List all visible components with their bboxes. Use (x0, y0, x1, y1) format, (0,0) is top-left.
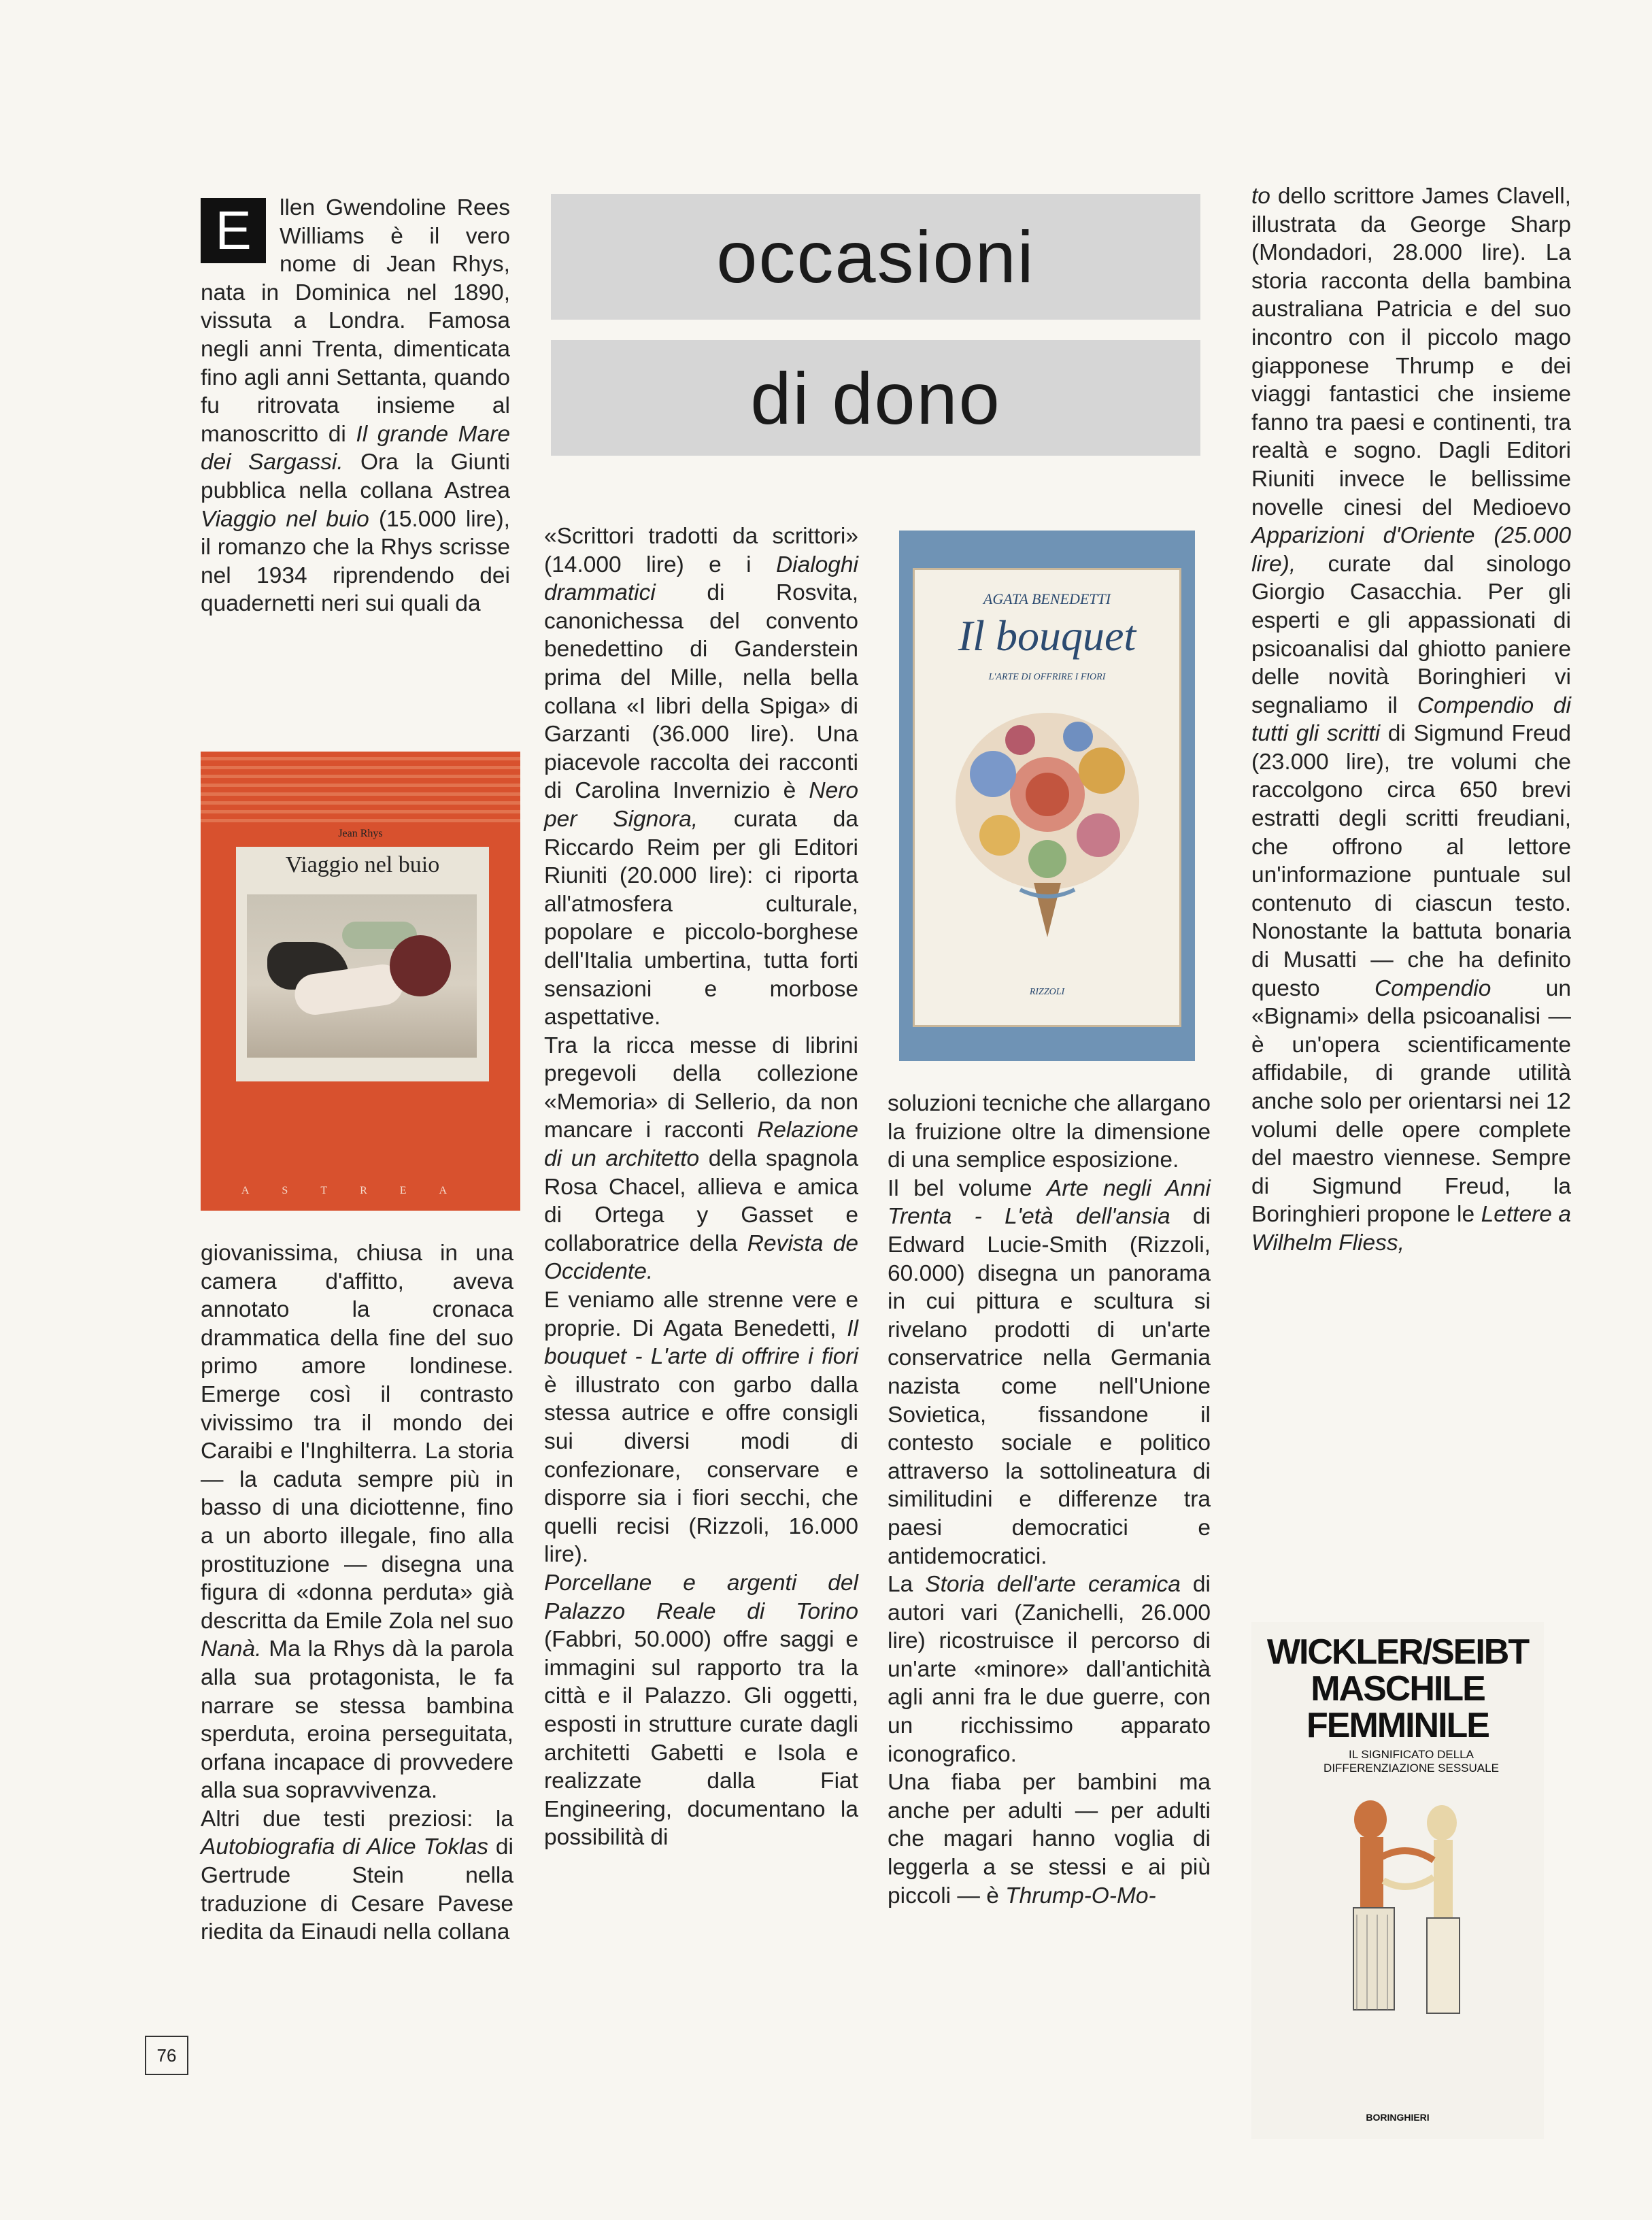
col2-i1: Dialoghi drammatici (544, 552, 858, 606)
col4-i3: Compendio (1375, 975, 1491, 1001)
col3-p2b: di Edward Lucie-Smith (Rizzoli, 60.000) disegna un panorama in cui pittura e scultura si rivelano prodotti di un'arte conservatrice nella Germania nazista come nell'Unione Sovietica, fissandone il contesto sociale e politico attraverso la sottolineatura di similitudini e differenze tra paesi democratici e antidemocratici. (888, 1204, 1211, 1569)
cover-stripes (201, 752, 520, 822)
col2-p2a: Tra la ricca messe di librini pregevoli della collezione «Memoria» di Sellerio, da non mancare i racconti (544, 1032, 858, 1143)
cover1-series: ASTREA (241, 1185, 480, 1196)
column-1-bottom (201, 1239, 513, 1947)
col4-c: di Sigmund Freud (23.000 lire), tre volumi che raccolgono circa 650 brevi estratti degli scritti freudiani, che offrono al lettore un'informazione puntuale sul contenuto di ciascun testo. Nonostante la battuta bonaria di Musatti — che ha definito questo (1251, 721, 1571, 1001)
col3-p4a: Una fiaba per bambini ma anche per adulti — per adulti che magari hanno voglia di leggerla a se stessi e ai più piccoli — è (888, 1770, 1211, 1908)
col1b-p2-italic: Autobiografia di Alice Toklas (201, 1834, 489, 1860)
book-cover-bouquet (899, 531, 1195, 1061)
col1-text-3: (15.000 lire), il romanzo che la Rhys scrisse nel 1934 riprendendo dei quadernetti neri sui quali da (201, 506, 510, 617)
bouquet-illustration (945, 699, 1149, 944)
col1-italic-1: Il grande Mare dei Sargassi. (201, 421, 510, 475)
title-box-1 (551, 194, 1200, 320)
col3-p4i: Thrump-O-Mo- (1005, 1883, 1156, 1908)
col3-p3i: Storia dell'arte ceramica (925, 1572, 1181, 1598)
col1b-p2: Altri due testi preziosi: la (201, 1806, 513, 1832)
cover3-title-1: MASCHILE (1311, 1669, 1485, 1709)
column-4 (1251, 182, 1571, 1258)
col2-p3i: Il bouquet - L'arte di offrire i fiori (544, 1315, 858, 1370)
col1-text: llen Gwendoline Rees Williams è il vero nome di Jean Rhys, nata in Dominica nel 1890, vissuta a Londra. Famosa negli anni Trenta, dimenticata fino agli anni Settanta, quando fu ritrovata insieme al manoscritto di (201, 195, 510, 447)
col2-p2i: Relazione di un architetto (544, 1117, 858, 1172)
cover3-subtitle: IL SIGNIFICATO DELLA DIFFERENZIAZIONE SESSUALE (1324, 1748, 1499, 1775)
col2-p2b: della spagnola Rosa Chacel, allieva e amica di Ortega y Gasset e collaboratrice della (544, 1146, 858, 1256)
col2-c: curata da Riccardo Reim per gli Editori Riuniti (20.000 lire): ci riporta all'atmosfera culturale, popolare e piccolo-borghese dell'Italia umbertina, tutta forti sensazioni e morbose aspettative. (544, 806, 859, 1030)
col2-i2: Nero per Signora, (544, 778, 858, 832)
cover2-frame (913, 568, 1181, 1027)
col3-p2a: Il bel volume (888, 1175, 1047, 1201)
cover3-title-2: FEMMINILE (1307, 1706, 1489, 1745)
col4-i0: to (1251, 184, 1270, 209)
cover1-painting (247, 894, 477, 1058)
cover3-authors: WICKLER/SEIBT (1266, 1632, 1529, 1672)
cover1-panel (236, 847, 489, 1081)
cover2-author: AGATA BENEDETTI (983, 590, 1111, 607)
col2-b: di Rosvita, canonichessa del convento benedettino di Ganderstein prima del Mille, nella bella collana «I libri della Spiga» di Garzanti (36.000 lire). Una piacevole raccolta dei racconti di Carolina Invernizio è (544, 580, 858, 804)
column-2 (544, 522, 858, 1852)
col4-d: un «Bignami» della psicoanalisi — è un'opera scientificamente affidabile, di grande utilità anche solo per orientarsi nei 12 volumi delle opere complete del maestro viennese. Sempre di Sigmund Freud, la Boringhieri propone le (1251, 975, 1571, 1228)
egyptian-figures-illustration (1306, 1792, 1510, 2037)
column-3 (888, 1090, 1211, 1910)
col3-a: soluzioni tecniche che allargano la fruizione oltre la dimensione di una semplice esposizione. (888, 1091, 1211, 1173)
col1b-text-2: Ma la Rhys dà la parola alla sua protagonista, le fa narrare se stessa bambina sperduta, eroina perseguitata, orfana incapace di provvedere alla sua sopravvivenza. (201, 1636, 513, 1804)
col3-p3a: La (888, 1572, 926, 1598)
col2-p2i2: Revista de Occidente. (544, 1230, 858, 1285)
col2-p3b: è illustrato con garbo dalla stessa autrice e offre consigli sui diversi modi di confezionare, conservare e disporre sia i fiori secchi, che quelli recisi (Rizzoli, 16.000 lire). (544, 1372, 858, 1568)
book-cover-viaggio (201, 752, 520, 1211)
col1b-italic: Nanà. (201, 1636, 262, 1662)
cover1-title: Viaggio nel buio (285, 852, 440, 877)
page-number: 76 (145, 2036, 188, 2075)
column-1-top (201, 194, 510, 618)
book-cover-maschile-femminile (1251, 1622, 1544, 2139)
col4-b: curate dal sinologo Giorgio Casacchia. Per gli esperti e gli appassionati di psicoanalisi dal ghiotto paniere delle novità Boringhieri vi segnaliamo il (1251, 551, 1571, 718)
col1b-text: giovanissima, chiusa in una camera d'affitto, aveva annotato la cronaca drammatica della fine del suo primo amore londinese. Emerge così il contrasto vivissimo tra il mondo dei Caraibi e l'Inghilterra. La storia — la caduta sempre più in basso di una diciottenne, fino a un aborto illegale, fino alla prostituzione — disegna una figura di «donna perduta» già descritta da Emile Zola nel suo (201, 1241, 513, 1634)
title-box-2 (551, 340, 1200, 456)
col3-p2i: Arte negli Anni Trenta - L'età dell'ansia (888, 1175, 1211, 1230)
col4-i4: Lettere a Wilhelm Fliess, (1251, 1202, 1571, 1256)
col4-a: dello scrittore James Clavell, illustrata da George Sharp (Mondadori, 28.000 lire). La storia racconta della bambina australiana Patricia e del suo incontro con il piccolo mago giapponese Thrump e dei viaggi fantastici che insieme fanno tra paesi e continenti, tra realtà e sogno. Dagli Editori Riuniti invece le bellissime novelle cinesi del Medioevo (1251, 184, 1571, 520)
col4-i1: Apparizioni d'Oriente (25.000 lire), (1251, 523, 1571, 577)
cover3-publisher: BORINGHIERI (1366, 2112, 1430, 2123)
cover1-author: Jean Rhys (338, 828, 383, 839)
col2-p3a: E veniamo alle strenne vere e proprie. Di Agata Benedetti, (544, 1288, 858, 1341)
col2-p4b: (Fabbri, 50.000) offre saggi e immagini sul rapporto tra la città e il Palazzo. Gli oggetti, esposti in strutture curate dagli architetti Gabetti e Isola e realizzate dalla Fiat Engineering, documentano la possibilità di (544, 1627, 858, 1851)
cover2-subtitle: L'ARTE DI OFFRIRE I FIORI (988, 672, 1106, 682)
cover2-publisher: RIZZOLI (1029, 987, 1065, 997)
cover2-title: Il bouquet (958, 611, 1136, 660)
drop-cap: E (201, 198, 266, 263)
col1-text-2: Ora la Giunti pubblica nella collana Astrea (201, 450, 510, 503)
col3-p3b: di autori vari (Zanichelli, 26.000 lire) ricostruisce il percorso di un'arte «minore» dall'antichità agli anni fra le due guerre, con un ricchissimo apparato iconografico. (888, 1572, 1211, 1767)
title-line-1: occasioni (716, 216, 1035, 298)
col2-a: «Scrittori tradotti da scrittori» (14.000 lire) e i (544, 524, 858, 577)
title-line-2: di dono (750, 356, 1001, 439)
col1-italic-2: Viaggio nel buio (201, 506, 369, 532)
col4-i2: Compendio di tutti gli scritti (1251, 692, 1571, 747)
col1b-p2-2: di Gertrude Stein nella traduzione di Cesare Pavese riedita da Einaudi nella collana (201, 1834, 514, 1945)
col2-p4i: Porcellane e argenti del Palazzo Reale di Torino (544, 1570, 858, 1624)
